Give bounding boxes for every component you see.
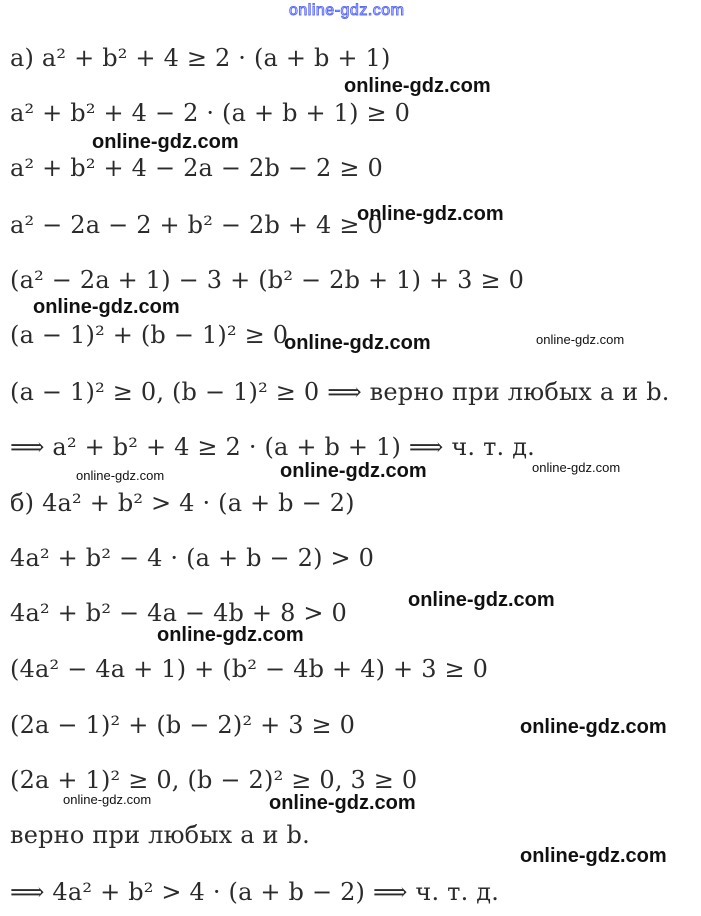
part-b-line-3: 4a² + b² − 4a − 4b + 8 > 0 bbox=[10, 599, 347, 627]
part-b-line-4: (4a² − 4a + 1) + (b² − 4b + 4) + 3 ≥ 0 bbox=[10, 655, 489, 683]
watermark: online-gdz.com bbox=[520, 716, 667, 738]
part-a-line-1 bbox=[10, 43, 391, 73]
watermark: online-gdz.com bbox=[33, 296, 180, 318]
watermark: online-gdz.com bbox=[520, 845, 667, 867]
part-a-label: а) bbox=[10, 44, 35, 72]
watermark: online-gdz.com bbox=[536, 332, 625, 347]
watermark: online-gdz.com bbox=[76, 468, 165, 483]
watermark: online-gdz.com bbox=[357, 203, 504, 225]
part-a-line-2: a² + b² + 4 − 2 · (a + b + 1) ≥ 0 bbox=[10, 99, 411, 127]
header-watermark: online-gdz.com bbox=[289, 2, 405, 19]
part-b-line-8: ⟹ 4a² + b² > 4 · (a + b − 2) ⟹ ч. т. д. bbox=[10, 878, 500, 906]
watermark: online-gdz.com bbox=[280, 460, 427, 482]
watermark: online-gdz.com bbox=[269, 792, 416, 814]
part-a-line-4: a² − 2a − 2 + b² − 2b + 4 ≥ 0 bbox=[10, 211, 383, 239]
part-a-line-7: (a − 1)² ≥ 0, (b − 1)² ≥ 0 ⟹ верно при любых a и b. bbox=[10, 378, 670, 406]
part-b-line-2: 4a² + b² − 4 · (a + b − 2) > 0 bbox=[10, 544, 375, 572]
watermark: online-gdz.com bbox=[63, 792, 152, 807]
part-a-line-8: ⟹ a² + b² + 4 ≥ 2 · (a + b + 1) ⟹ ч. т. д. bbox=[10, 433, 536, 461]
watermark: online-gdz.com bbox=[532, 460, 621, 475]
part-b-line-1 bbox=[10, 488, 355, 518]
watermark: online-gdz.com bbox=[408, 589, 555, 611]
watermark: online-gdz.com bbox=[157, 624, 304, 646]
watermark: online-gdz.com bbox=[344, 75, 491, 97]
part-b-label: б) bbox=[10, 489, 35, 517]
part-a-line-6: (a − 1)² + (b − 1)² ≥ 0 bbox=[10, 321, 289, 349]
part-a-line-3: a² + b² + 4 − 2a − 2b − 2 ≥ 0 bbox=[10, 154, 383, 182]
math-expression: 4a² + b² > 4 · (a + b − 2) bbox=[42, 489, 355, 517]
part-b-line-6: (2a + 1)² ≥ 0, (b − 2)² ≥ 0, 3 ≥ 0 bbox=[10, 766, 418, 794]
part-a-line-5: (a² − 2a + 1) − 3 + (b² − 2b + 1) + 3 ≥ 0 bbox=[10, 266, 525, 294]
watermark: online-gdz.com bbox=[284, 332, 431, 354]
part-b-line-7: верно при любых a и b. bbox=[10, 821, 310, 849]
part-b-line-5: (2a − 1)² + (b − 2)² + 3 ≥ 0 bbox=[10, 711, 356, 739]
watermark: online-gdz.com bbox=[92, 131, 239, 153]
math-expression: a² + b² + 4 ≥ 2 · (a + b + 1) bbox=[41, 44, 391, 72]
